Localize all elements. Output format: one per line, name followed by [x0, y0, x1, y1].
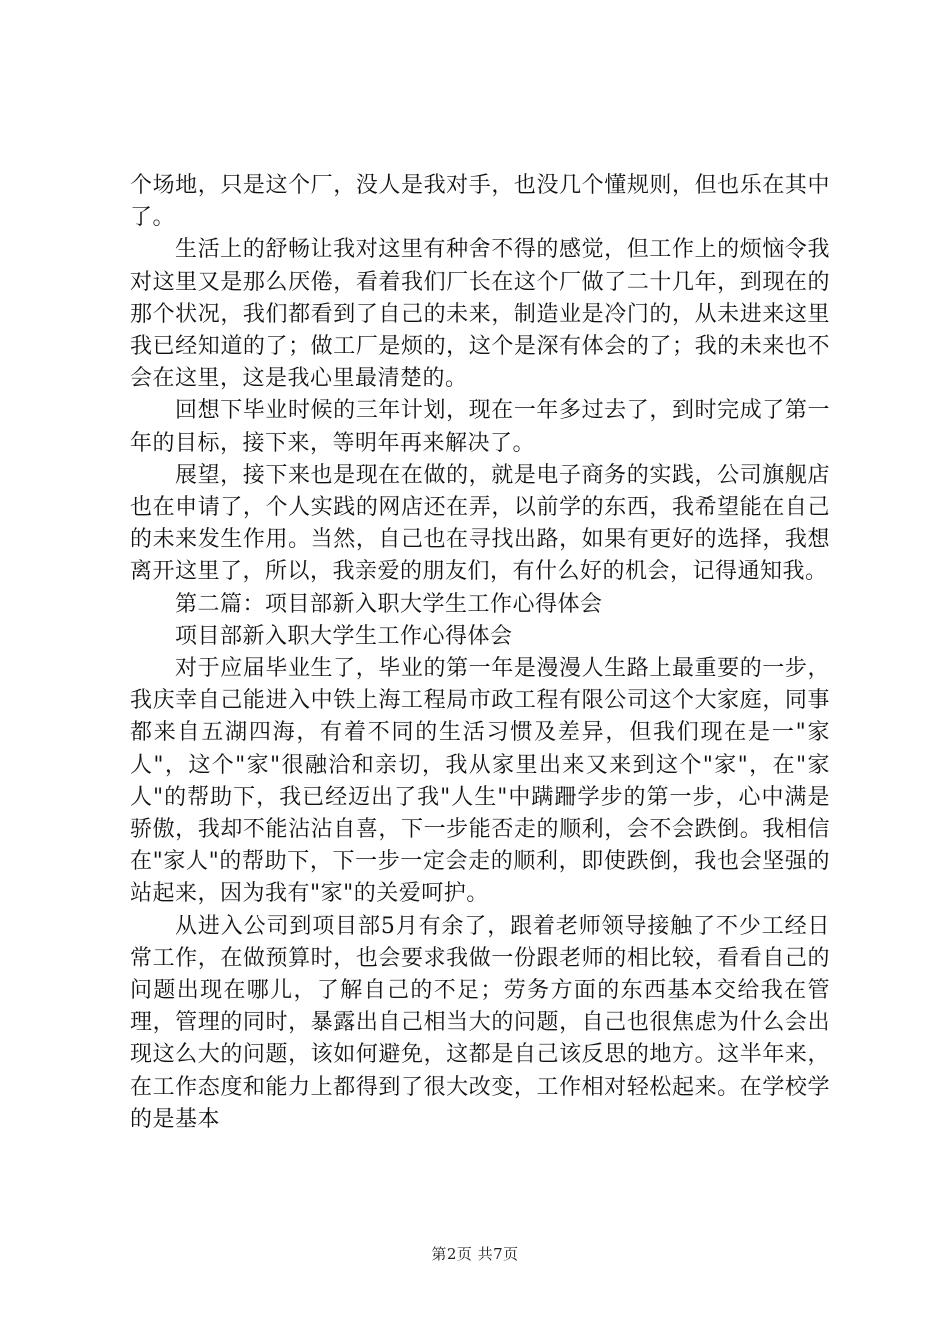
paragraph-outlook: 展望，接下来也是现在在做的，就是电子商务的实践，公司旗舰店也在申请了，个人实践的网店还在弄，以前学的东西，我希望能在自己的未来发生作用。当然，自己也在寻找出路，如果有更好的选择，我想离开这里了，所以，我亲爱的朋友们，有什么好的机会，记得通知我。	[130, 462, 830, 585]
document-body	[130, 170, 830, 1136]
paragraph-three-year-plan: 回想下毕业时候的三年计划，现在一年多过去了，到时完成了第一年的目标，接下来，等明年再来解决了。	[130, 398, 830, 456]
paragraph-first-year: 对于应届毕业生了，毕业的第一年是漫漫人生路上最重要的一步，我庆幸自己能进入中铁上海工程局市政工程有限公司这个大家庭，同事都来自五湖四海，有着不同的生活习惯及差异，但我们现在是一"家人"，这个"家"很融洽和亲切，我从家里出来又来到这个"家"，在"家人"的帮助下，我已经迈出了我"人生"中蹒跚学步的第一步，心中满是骄傲，我却不能沾沾自喜，下一步能否走的顺利，会不会跌倒。我相信在"家人"的帮助下，下一步一定会走的顺利，即使跌倒，我也会坚强的站起来，因为我有"家"的关爱呵护。	[130, 656, 830, 907]
page-number-label: 第2页 共7页	[431, 1245, 519, 1263]
page-footer	[0, 1243, 950, 1264]
paragraph-life-and-work: 生活上的舒畅让我对这里有种舍不得的感觉，但工作上的烦恼令我对这里又是那么厌倦，看着我们厂长在这个厂做了二十几年，到现在的那个状况，我们都看到了自己的未来，制造业是冷门的，从未进来这里我已经知道的了；做工厂是烦的，这个是深有体会的了；我的未来也不会在这里，这是我心里最清楚的。	[130, 237, 830, 392]
section-heading: 第二篇：项目部新入职大学生工作心得体会	[175, 591, 603, 617]
article-title: 项目部新入职大学生工作心得体会	[175, 623, 513, 649]
paragraph-continued: 个场地，只是这个厂，没人是我对手，也没几个懂规则，但也乐在其中了。	[130, 173, 830, 231]
paragraph-project-work: 从进入公司到项目部5月有余了，跟着老师领导接触了不少工经日常工作，在做预算时，也会要求我做一份跟老师的相比较，看看自己的问题出现在哪儿，了解自己的不足；劳务方面的东西基本交给我在管理，管理的同时，暴露出自己相当大的问题，自己也很焦虑为什么会出现这么大的问题，该如何避免，这都是自己该反思的地方。这半年来，在工作态度和能力上都得到了很大改变，工作相对轻松起来。在学校学的是基本	[130, 913, 830, 1132]
